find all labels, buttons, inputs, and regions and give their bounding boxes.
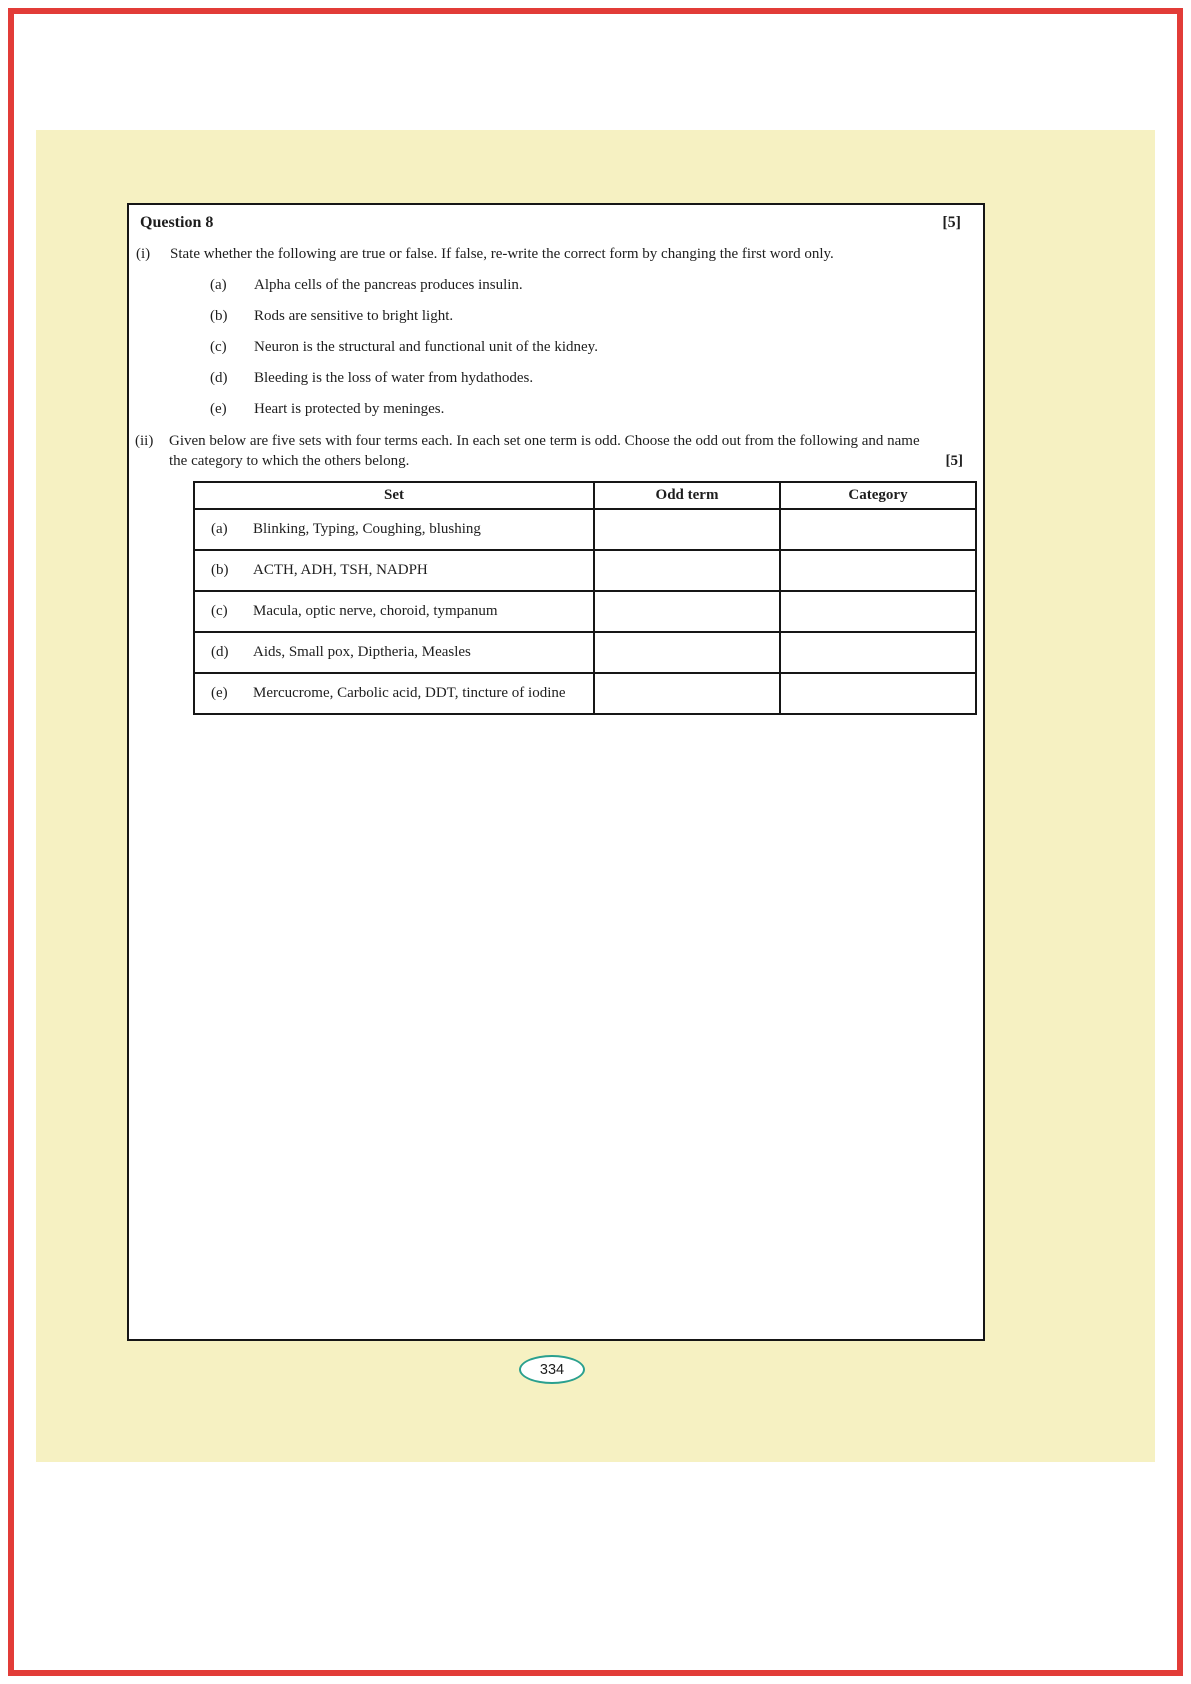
category-cell [780,509,976,550]
part-i-text: State whether the following are true or false. If false, re-write the correct form by changing the first word only. [170,246,834,262]
table-row [194,550,976,591]
set-terms: Blinking, Typing, Coughing, blushing [253,521,481,537]
category-cell [780,591,976,632]
question-box [127,203,985,1341]
part-ii-intro [129,432,983,471]
table-row [194,673,976,714]
odd-term-cell [594,673,780,714]
odd-term-cell [594,550,780,591]
item-label: (a) [210,277,227,293]
part-ii-text [169,432,963,471]
odd-term-table [193,481,977,715]
set-cell [194,591,594,632]
part-ii-label: (ii) [135,433,154,449]
set-terms: Macula, optic nerve, choroid, tympanum [253,603,498,619]
set-terms: ACTH, ADH, TSH, NADPH [253,562,428,578]
page-number-badge [519,1355,585,1384]
row-label: (b) [211,562,229,578]
set-cell [194,673,594,714]
question-marks: [5] [942,214,961,231]
item-label: (c) [210,339,227,355]
odd-term-cell [594,509,780,550]
column-header-odd-term: Odd term [594,482,780,509]
question-title: Question 8 [140,214,214,231]
category-cell [780,550,976,591]
part-ii-marks: [5] [945,452,963,469]
odd-term-cell [594,591,780,632]
category-cell [780,673,976,714]
part-ii-text-line1: Given below are five sets with four terms each. In each set one term is odd. Choose the odd out from the following and name [169,433,920,449]
list-item-a [129,276,983,295]
list-item-d [129,369,983,388]
table-row [194,591,976,632]
set-terms: Mercucrome, Carbolic acid, DDT, tincture of iodine [253,685,566,701]
table-row [194,632,976,673]
row-label: (c) [211,603,228,619]
item-label: (b) [210,308,228,324]
set-cell [194,509,594,550]
column-header-category: Category [780,482,976,509]
item-text: Bleeding is the loss of water from hydathodes. [254,370,534,386]
item-text: Neuron is the structural and functional unit of the kidney. [254,339,598,355]
page-number: 334 [539,1361,565,1378]
item-label: (e) [210,401,227,417]
list-item-b [129,307,983,326]
question-header [140,213,961,232]
set-cell [194,632,594,673]
column-header-set: Set [194,482,594,509]
row-label: (e) [211,685,228,701]
row-label: (d) [211,644,229,660]
item-text: Heart is protected by meninges. [254,401,445,417]
row-label: (a) [211,521,228,537]
item-text: Alpha cells of the pancreas produces insulin. [254,277,523,293]
item-label: (d) [210,370,228,386]
table-header-row [194,482,976,509]
set-terms: Aids, Small pox, Diptheria, Measles [253,644,471,660]
part-i-label: (i) [136,246,151,262]
category-cell [780,632,976,673]
set-cell [194,550,594,591]
page-panel [36,130,1155,1462]
list-item-c [129,338,983,357]
part-i-intro [129,245,983,264]
part-ii-text-line2: the category to which the others belong. [169,452,410,469]
odd-term-cell [594,632,780,673]
item-text: Rods are sensitive to bright light. [254,308,454,324]
table-row [194,509,976,550]
list-item-e [129,400,983,419]
